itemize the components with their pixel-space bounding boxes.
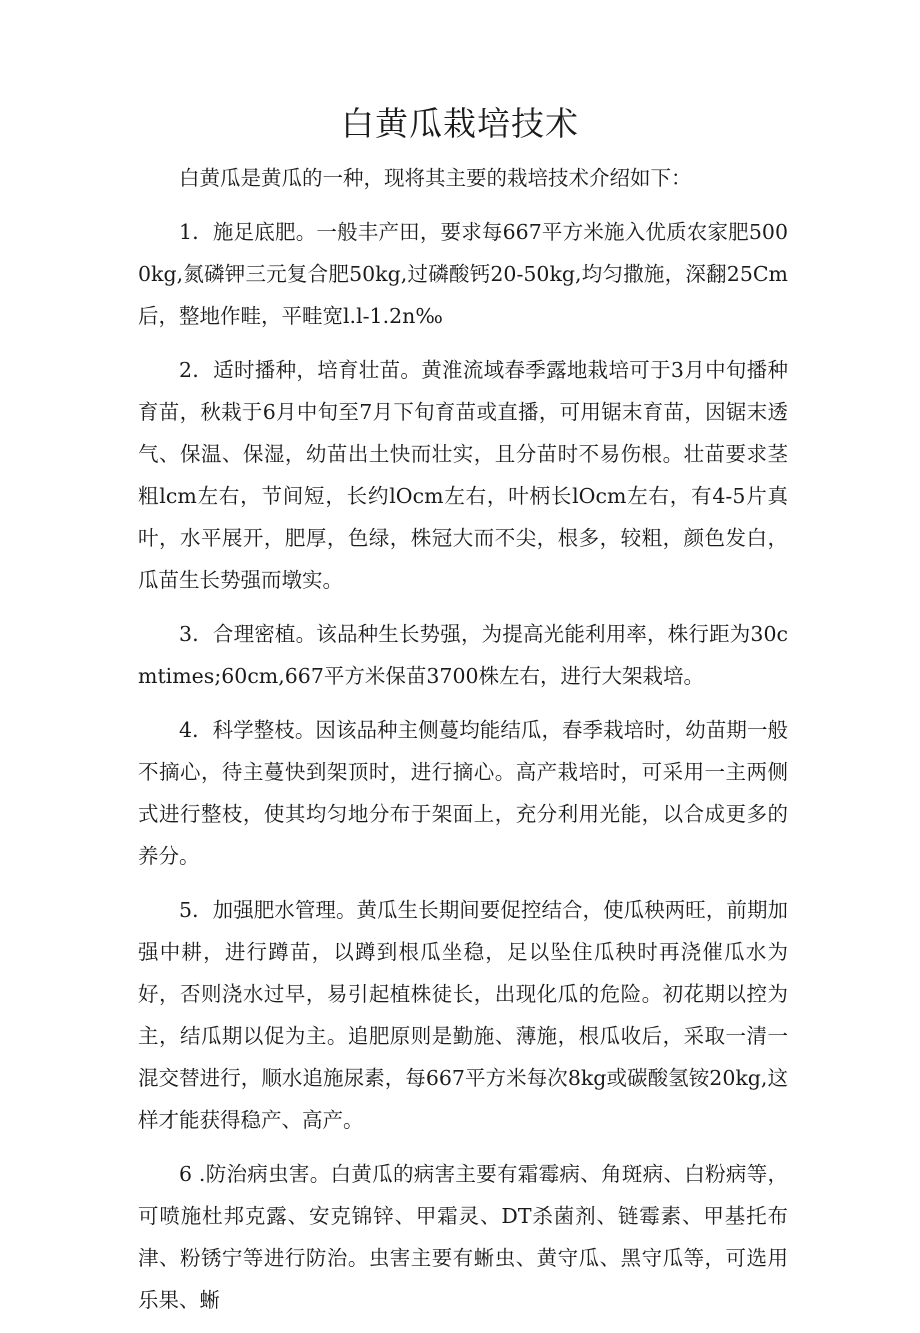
document-body (138, 157, 788, 1333)
paragraph-water-fertilizer: 5．加强肥水管理。黄瓜生长期间要促控结合，使瓜秧两旺，前期加强中耕，进行蹲苗，以蹲到根瓜坐稳，足以坠住瓜秧时再浇催瓜水为好，否则浇水过早，易引起植株徒长，出现化瓜的危险。初花期以控为主，结瓜期以促为主。追肥原则是勤施、薄施，根瓜收后，采取一清一混交替进行，顺水追施尿素，每667平方米每次8kg或碳酸氢铵20kg,这样才能获得稳产、高产。 (138, 898, 788, 1132)
intro-paragraph: 白黄瓜是黄瓜的一种，现将其主要的栽培技术介绍如下： (179, 166, 692, 190)
document-title: 白黄瓜栽培技术 (341, 104, 579, 143)
paragraph-base-fertilizer: 1．施足底肥。一般丰产田，要求每667平方米施入优质农家肥5000kg,氮磷钾三元复合肥50kg,过磷酸钙20-50kg,均匀撒施，深翻25Cm后，整地作畦，平畦宽l.l-1.2n‰ (138, 220, 788, 328)
paragraph-pest-control: 6 .防治病虫害。白黄瓜的病害主要有霜霉病、角斑病、白粉病等，可喷施杜邦克露、安克锦锌、甲霜灵、DT杀菌剂、链霉素、甲基托布津、粉锈宁等进行防治。虫害主要有蜥虫、黄守瓜、黑守瓜等，可选用乐果、蜥 (138, 1162, 788, 1312)
paragraph-sowing-seedlings: 2．适时播种，培育壮苗。黄淮流域春季露地栽培可于3月中旬播种育苗，秋栽于6月中旬至7月下旬育苗或直播，可用锯末育苗，因锯末透气、保温、保湿，幼苗出土快而壮实，且分苗时不易伤根。壮苗要求茎粗lcm左右，节间短，长约lOcm左右，叶柄长lOcm左右，有4-5片真叶，水平展开，肥厚，色绿，株冠大而不尖，根多，较粗，颜色发白，瓜苗生长势强而墩实。 (138, 358, 788, 592)
paragraph-pruning: 4．科学整枝。因该品种主侧蔓均能结瓜，春季栽培时，幼苗期一般不摘心，待主蔓快到架顶时，进行摘心。高产栽培时，可采用一主两侧式进行整枝，使其均匀地分布于架面上，充分利用光能，以合成更多的养分。 (138, 718, 788, 868)
paragraph-planting-density: 3．合理密植。该品种生长势强，为提高光能利用率，株行距为30cmtimes;60cm,667平方米保苗3700株左右，进行大架栽培。 (138, 622, 788, 688)
